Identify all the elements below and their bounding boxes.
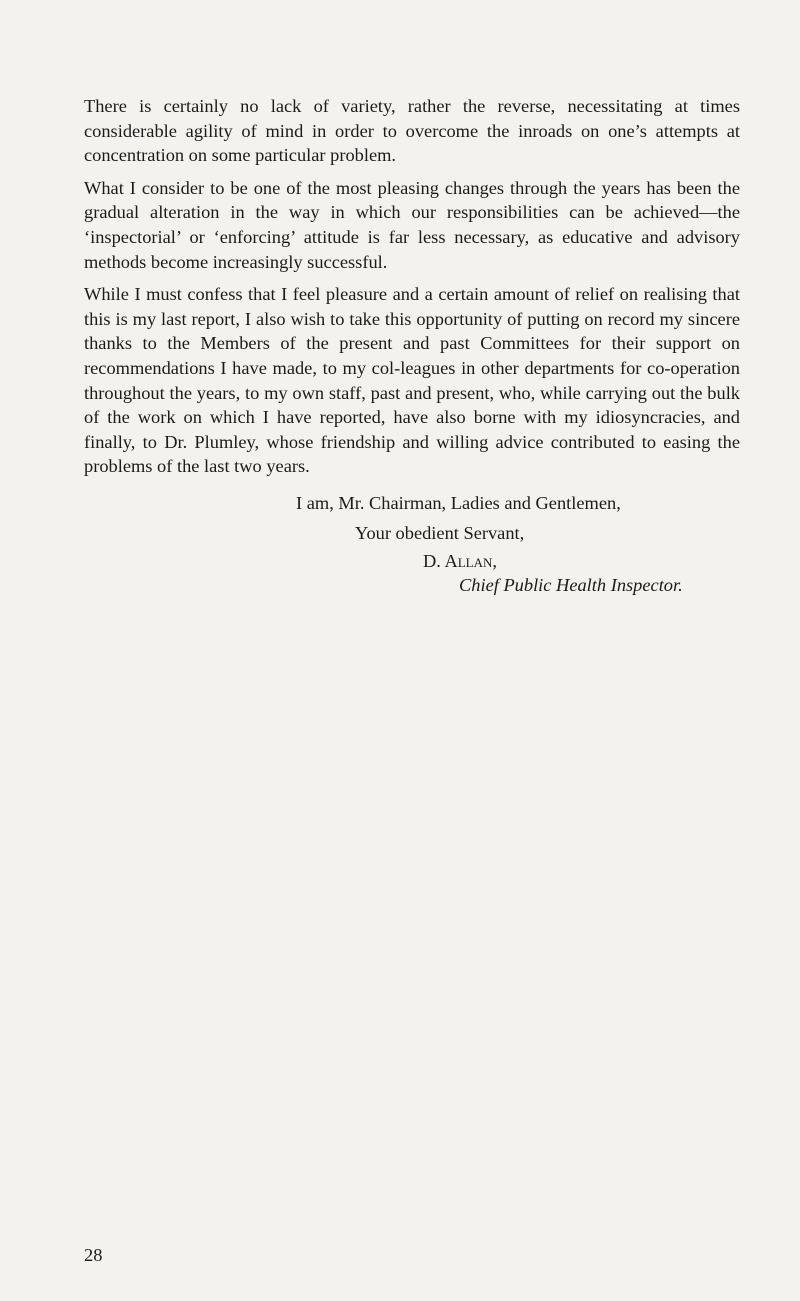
paragraph-2: What I consider to be one of the most pleasing changes through the years has been the gradual alteration in the way in which our responsibilities can be achieved—the ‘inspectorial’ or ‘enforcing’ attitude is far less necessary, as educative and advisory methods become increasingly successful. bbox=[84, 177, 740, 272]
document-page bbox=[84, 94, 740, 641]
signatory-name: D. Allan, bbox=[423, 550, 497, 571]
closing-line: Your obedient Servant, bbox=[355, 522, 525, 543]
signoff-block bbox=[84, 491, 740, 641]
paragraph-1: There is certainly no lack of variety, rather the reverse, necessitating at times considerable agility of mind in order to overcome the inroads on one’s attempts at concentration on some particular problem. bbox=[84, 96, 740, 166]
salutation-line: I am, Mr. Chairman, Ladies and Gentlemen, bbox=[296, 492, 621, 513]
paragraph-3: While I must confess that I feel pleasure and a certain amount of relief on realising that this is my last report, I also wish to take this opportunity of putting on record my sincere thanks to the Members of the present and past Committees for their support on recommendations I have made, to my col-leagues in other departments for co-operation throughout the years, to my own staff, past and present, who, while carrying out the bulk of the work on which I have reported, have also borne with my idiosyncracies, and finally, to Dr. Plumley, whose friendship and willing advice contributed to easing the problems of the last two years. bbox=[84, 284, 740, 477]
signatory-title: Chief Public Health Inspector. bbox=[459, 574, 683, 595]
page-number: 28 bbox=[84, 1245, 103, 1265]
